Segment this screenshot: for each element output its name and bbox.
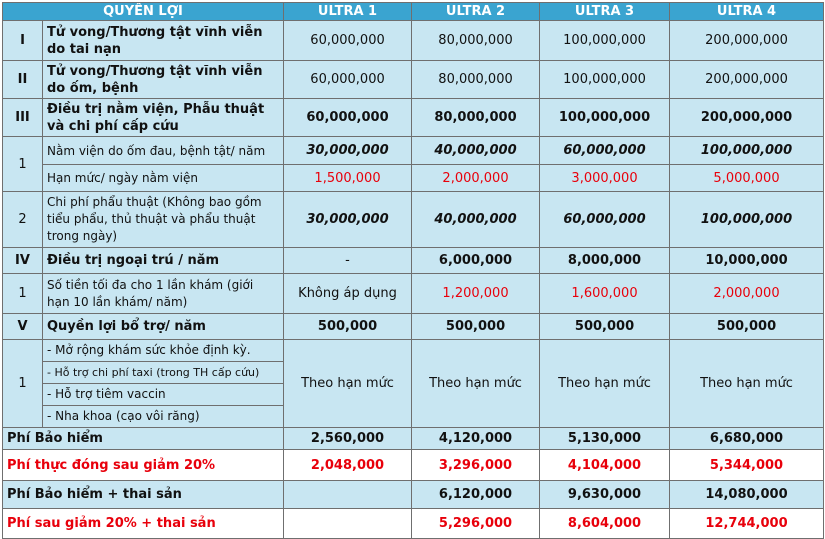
list-item: - Mở rộng khám sức khỏe định kỳ. <box>43 340 283 362</box>
table-header-row <box>3 3 824 21</box>
cell-value: Không áp dụng <box>284 274 412 314</box>
row-index: I <box>3 21 43 61</box>
cell-value: 6,680,000 <box>670 428 824 450</box>
cell-value: 100,000,000 <box>670 137 824 165</box>
table-row <box>3 21 824 61</box>
cell-value: 3,000,000 <box>540 165 670 192</box>
cell-value: 200,000,000 <box>670 61 824 99</box>
supplementary-benefits-list <box>43 340 284 428</box>
cell-value: 4,120,000 <box>412 428 540 450</box>
total-label: Phí thực đóng sau giảm 20% <box>3 450 284 481</box>
cell-value: 500,000 <box>540 314 670 340</box>
total-label: Phí Bảo hiểm <box>3 428 284 450</box>
cell-value: 80,000,000 <box>412 61 540 99</box>
cell-value: 2,048,000 <box>284 450 412 481</box>
cell-value: 60,000,000 <box>540 137 670 165</box>
header-plan: ULTRA 1 <box>284 3 412 21</box>
cell-value: 100,000,000 <box>670 192 824 248</box>
table-row <box>3 165 824 192</box>
row-index: V <box>3 314 43 340</box>
cell-value: 1,200,000 <box>412 274 540 314</box>
cell-value: 1,500,000 <box>284 165 412 192</box>
cell-value: 4,104,000 <box>540 450 670 481</box>
cell-value: 100,000,000 <box>540 21 670 61</box>
table-row <box>3 340 824 428</box>
cell-value: 5,130,000 <box>540 428 670 450</box>
cell-value: 6,120,000 <box>412 481 540 509</box>
row-label: Hạn mức/ ngày nằm viện <box>43 165 284 192</box>
header-plan: ULTRA 2 <box>412 3 540 21</box>
cell-value: 5,344,000 <box>670 450 824 481</box>
cell-value: 10,000,000 <box>670 248 824 274</box>
list-item: - Hỗ trợ tiêm vaccin <box>43 384 283 406</box>
table-row <box>3 314 824 340</box>
header-benefit: QUYỀN LỢI <box>3 3 284 21</box>
total-row <box>3 481 824 509</box>
cell-value: 3,296,000 <box>412 450 540 481</box>
cell-value: 9,630,000 <box>540 481 670 509</box>
insurance-benefits-table <box>2 2 824 539</box>
cell-value: 30,000,000 <box>284 192 412 248</box>
cell-value: 60,000,000 <box>284 21 412 61</box>
cell-value <box>284 481 412 509</box>
cell-value: 100,000,000 <box>540 99 670 137</box>
cell-value <box>284 509 412 539</box>
table-row <box>3 137 824 165</box>
row-index: IV <box>3 248 43 274</box>
cell-value: 500,000 <box>412 314 540 340</box>
row-index: 2 <box>3 192 43 248</box>
cell-value: 5,000,000 <box>670 165 824 192</box>
cell-value: 30,000,000 <box>284 137 412 165</box>
row-index: 1 <box>3 137 43 192</box>
cell-value: Theo hạn mức <box>412 340 540 428</box>
cell-value: 500,000 <box>284 314 412 340</box>
total-row <box>3 509 824 539</box>
cell-value: 2,560,000 <box>284 428 412 450</box>
cell-value: 2,000,000 <box>412 165 540 192</box>
cell-value: 40,000,000 <box>412 192 540 248</box>
cell-value: 60,000,000 <box>540 192 670 248</box>
row-label: Tử vong/Thương tật vĩnh viễn do tai nạn <box>43 21 284 61</box>
cell-value: 8,604,000 <box>540 509 670 539</box>
total-label: Phí Bảo hiểm + thai sản <box>3 481 284 509</box>
cell-value: 14,080,000 <box>670 481 824 509</box>
cell-value: Theo hạn mức <box>670 340 824 428</box>
row-label: Quyền lợi bổ trợ/ năm <box>43 314 284 340</box>
row-label: Điều trị ngoại trú / năm <box>43 248 284 274</box>
cell-value: 40,000,000 <box>412 137 540 165</box>
cell-value: 2,000,000 <box>670 274 824 314</box>
cell-value: 60,000,000 <box>284 99 412 137</box>
cell-value: 500,000 <box>670 314 824 340</box>
cell-value: 5,296,000 <box>412 509 540 539</box>
total-label: Phí sau giảm 20% + thai sản <box>3 509 284 539</box>
total-row <box>3 428 824 450</box>
row-index: 1 <box>3 340 43 428</box>
cell-value: 100,000,000 <box>540 61 670 99</box>
row-index: III <box>3 99 43 137</box>
total-row <box>3 450 824 481</box>
cell-value: 200,000,000 <box>670 99 824 137</box>
cell-value: 200,000,000 <box>670 21 824 61</box>
table-row <box>3 192 824 248</box>
cell-value: Theo hạn mức <box>284 340 412 428</box>
list-item: - Hỗ trợ chi phí taxi (trong TH cấp cứu) <box>43 362 283 384</box>
row-label: Điều trị nằm viện, Phẫu thuật và chi phí cấp cứu <box>43 99 284 137</box>
row-label: Nằm viện do ốm đau, bệnh tật/ năm <box>43 137 284 165</box>
cell-value: 6,000,000 <box>412 248 540 274</box>
table-row <box>3 248 824 274</box>
cell-value: - <box>284 248 412 274</box>
table-row <box>3 99 824 137</box>
row-label: Chi phí phẩu thuật (Không bao gồm tiểu phẩu, thủ thuật và phẩu thuật trong ngày) <box>43 192 284 248</box>
cell-value: Theo hạn mức <box>540 340 670 428</box>
row-label: Số tiền tối đa cho 1 lần khám (giới hạn 10 lần khám/ năm) <box>43 274 284 314</box>
cell-value: 1,600,000 <box>540 274 670 314</box>
list-item: - Nha khoa (cạo vôi răng) <box>47 409 200 423</box>
cell-value: 60,000,000 <box>284 61 412 99</box>
row-index: 1 <box>3 274 43 314</box>
cell-value: 80,000,000 <box>412 21 540 61</box>
cell-value: 80,000,000 <box>412 99 540 137</box>
row-label: Tử vong/Thương tật vĩnh viễn do ốm, bệnh <box>43 61 284 99</box>
cell-value: 12,744,000 <box>670 509 824 539</box>
header-plan: ULTRA 4 <box>670 3 824 21</box>
row-index: II <box>3 61 43 99</box>
header-plan: ULTRA 3 <box>540 3 670 21</box>
table-row <box>3 61 824 99</box>
table-row <box>3 274 824 314</box>
cell-value: 8,000,000 <box>540 248 670 274</box>
